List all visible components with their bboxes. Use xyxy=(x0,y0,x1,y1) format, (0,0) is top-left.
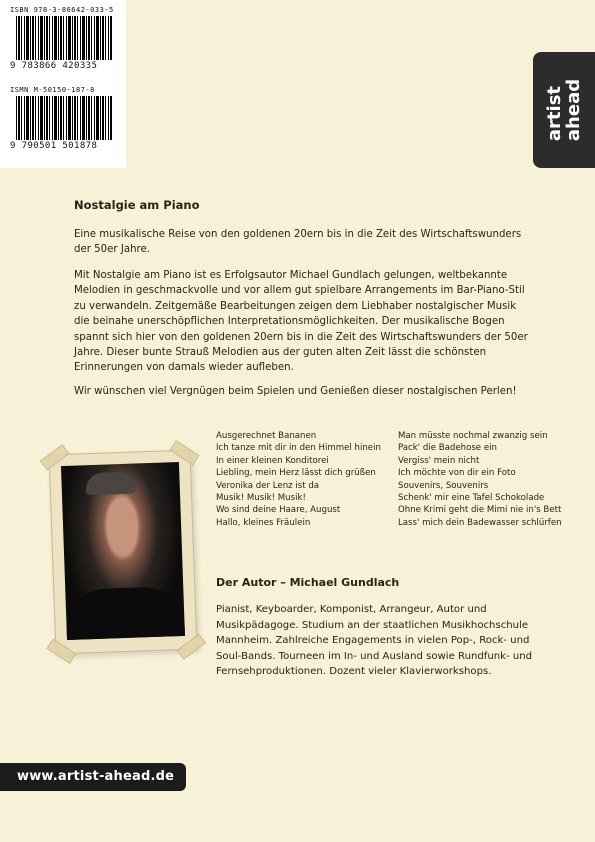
song-item: Souvenirs, Souvenirs xyxy=(398,480,489,491)
description-paragraph: Mit Nostalgie am Piano ist es Erfolgsautor Michael Gundlach gelungen, weltbekannte Melodien in geschmackvolle und vor allem gut spielbare Arrangements im Bar-Piano-Stil zu verwandeln. Zeitgemäße Bearbeitungen zeigen dem Liebhaber nostalgischer Musik die beinahe unerschöpflichen Interpretationsmöglichkeiten. Der musikalische Bogen spannt sich hier von den goldenen 20ern bis in die Zeit des Wirtschaftswunders der 50er Jahre. Dieser bunte Strauß Melodien aus der guten alten Zeit lässt die schönsten Erinnerungen von damals wieder aufleben. xyxy=(74,270,528,374)
song-item: Musik! Musik! Musik! xyxy=(216,493,306,504)
song-item: Ich möchte von dir ein Foto xyxy=(398,468,516,479)
author-photo xyxy=(49,450,198,655)
song-item: Man müsste nochmal zwanzig sein xyxy=(398,431,548,441)
song-item: Wo sind deine Haare, August xyxy=(216,505,341,516)
website-link[interactable]: www.artist-ahead.de xyxy=(17,769,175,784)
isbn-label: ISBN 978-3-86642-033-5 xyxy=(10,6,114,14)
ismn-digits: 9 790501 501878 xyxy=(10,141,98,151)
logo-line-1: artist xyxy=(544,85,565,142)
ismn-label: ISMN M-50150-187-8 xyxy=(10,86,95,94)
song-list-right xyxy=(398,430,562,529)
song-item: Ausgerechnet Bananen xyxy=(216,431,317,441)
song-item: Ich tanze mit dir in den Himmel hinein xyxy=(216,443,381,454)
isbn-bars xyxy=(16,16,112,60)
song-item: In einer kleinen Konditorei xyxy=(216,455,329,466)
song-item: Liebling, mein Herz lässt dich grüßen xyxy=(216,468,376,479)
isbn-barcode xyxy=(10,6,114,71)
song-item: Vergiss' mein nicht xyxy=(398,455,480,466)
closing-paragraph: Wir wünschen viel Vergnügen beim Spielen und Genießen dieser nostalgischen Perlen! xyxy=(74,386,517,397)
song-item: Schenk' mir eine Tafel Schokolade xyxy=(398,493,545,504)
logo-line-2: ahead xyxy=(563,78,584,142)
author-bio: Pianist, Keyboarder, Komponist, Arrangeur, Autor und Musikpädagoge. Studium an der staatlichen Musikhochschule Mannheim. Zahlreiche Engagements in vielen Pop-, Rock- und Soul-Bands. Tourneen im In- und Ausland sowie Rundfunk- und Fernsehproduktionen. Dozent vieler Klavierworkshops. xyxy=(216,604,533,678)
ismn-bars xyxy=(16,96,112,140)
isbn-digits: 9 783866 420335 xyxy=(10,61,98,71)
barcode-panel xyxy=(0,0,126,168)
song-list-left xyxy=(216,430,381,529)
song-item: Pack' die Badehose ein xyxy=(398,443,497,454)
book-title: Nostalgie am Piano xyxy=(74,198,200,212)
song-item: Veronika der Lenz ist da xyxy=(216,480,320,491)
website-bar xyxy=(0,763,186,791)
logo-text xyxy=(545,79,583,141)
publisher-logo xyxy=(533,52,595,168)
intro-paragraph: Eine musikalische Reise von den goldenen 20ern bis in die Zeit des Wirtschaftswunders der 50er Jahre. xyxy=(74,229,522,256)
ismn-barcode xyxy=(10,86,114,151)
song-item: Lass' mich dein Badewasser schlürfen xyxy=(398,517,562,528)
author-hair xyxy=(85,472,136,496)
song-item: Ohne Krimi geht die Mimi nie in's Bett xyxy=(398,505,562,516)
author-heading: Der Autor – Michael Gundlach xyxy=(216,576,400,589)
song-item: Hallo, kleines Fräulein xyxy=(216,517,311,528)
